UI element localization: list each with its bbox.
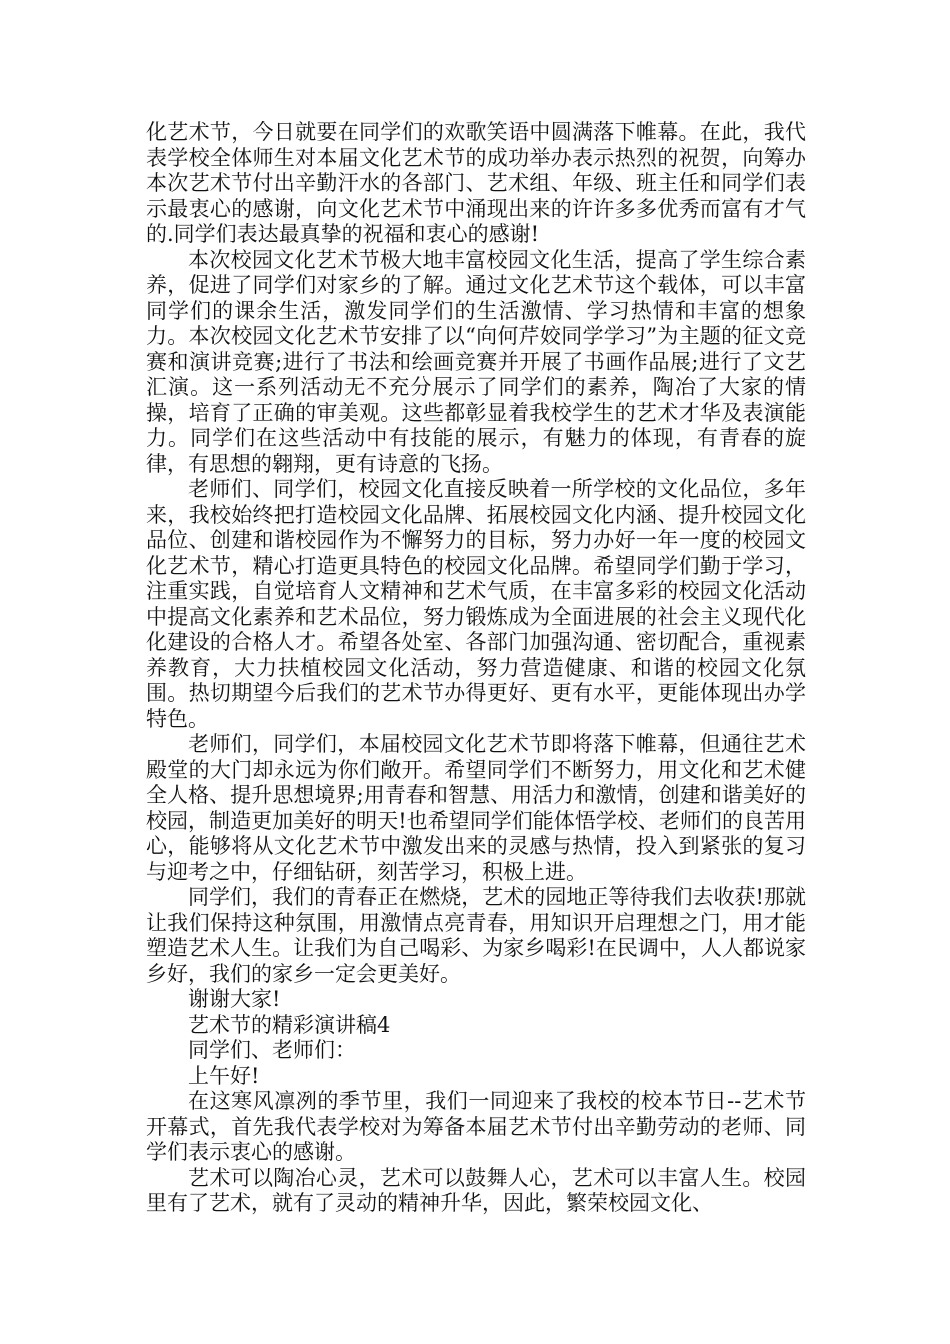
paragraph-2: 本次校园文化艺术节极大地丰富校园文化生活，提高了学生综合素养，促进了同学们对家乡的了解。通过文化艺术节这个载体，可以丰富同学们的课余生活，激发同学们的生活激情、学习热情和丰富的想象力。本次校园文化艺术节安排了以“向何芹姣同学学习”为主题的征文竞赛和演讲竞赛;进行了书法和绘画竞赛并开展了书画作品展;进行了文艺汇演。这一系列活动无不充分展示了同学们的素养，陶冶了大家的情操，培育了正确的审美观。这些都彰显着我校学生的艺术才华及表演能力。同学们在这些活动中有技能的展示，有魅力的体现，有青春的旋律，有思想的翱翔，更有诗意的飞扬。 [146,247,806,476]
salutation: 同学们、老师们： [188,1038,356,1062]
paragraph-1: 化艺术节，今日就要在同学们的欢歌笑语中圆满落下帷幕。在此，我代表学校全体师生对本届文化艺术节的成功举办表示热烈的祝贺，向筹办本次艺术节付出辛勤汗水的各部门、艺术组、年级、班主任和同学们表示最衷心的感谢，向文化艺术节中涌现出来的许许多多优秀而富有才气的.同学们表达最真挚的祝福和衷心的感谢! [146,120,806,246]
speech-title: 艺术节的精彩演讲稿4 [188,1012,391,1037]
thanks-line: 谢谢大家! [188,987,281,1011]
paragraph-4: 老师们，同学们，本届校园文化艺术节即将落下帷幕，但通往艺术殿堂的大门却永远为你们敞开。希望同学们不断努力，用文化和艺术健全人格、提升思想境界;用青春和智慧、用活力和激情，创建和谐美好的校园，制造更加美好的明天!也希望同学们能体悟学校、老师们的良苦用心，能够将从文化艺术节中激发出来的灵感与热情，投入到紧张的复习与迎考之中，仔细钻研，刻苦学习，积极上进。 [146,732,806,884]
document-page [146,120,806,1217]
paragraph-3: 老师们、同学们，校园文化直接反映着一所学校的文化品位，多年来，我校始终把打造校园文化品牌、拓展校园文化内涵、提升校园文化品位、创建和谐校园作为不懈努力的目标，努力办好一年一度的校园文化艺术节，精心打造更具特色的校园文化品牌。希望同学们勤于学习，注重实践，自觉培育人文精神和艺术气质，在丰富多彩的校园文化活动中提高文化素养和艺术品位，努力锻炼成为全面进展的社会主义现代化化建设的合格人才。希望各处室、各部门加强沟通、密切配合，重视素养教育，大力扶植校园文化活动，努力营造健康、和谐的校园文化氛围。热切期望今后我们的艺术节办得更好、更有水平，更能体现出办学特色。 [146,477,806,731]
greeting: 上午好! [188,1063,260,1088]
paragraph-5: 同学们，我们的青春正在燃烧，艺术的园地正等待我们去收获!那就让我们保持这种氛围，用激情点亮青春，用知识开启理想之门，用才能塑造艺术人生。让我们为自己喝彩、为家乡喝彩!在民调中，人人都说家乡好，我们的家乡一定会更美好。 [146,885,806,986]
paragraph-art: 艺术可以陶冶心灵，艺术可以鼓舞人心，艺术可以丰富人生。校园里有了艺术，就有了灵动的精神升华，因此，繁荣校园文化、 [146,1165,806,1215]
paragraph-opening: 在这寒风凛冽的季节里，我们一同迎来了我校的校本节日--艺术节开幕式，首先我代表学校对为筹备本届艺术节付出辛勤劳动的老师、同学们表示衷心的感谢。 [146,1089,806,1164]
